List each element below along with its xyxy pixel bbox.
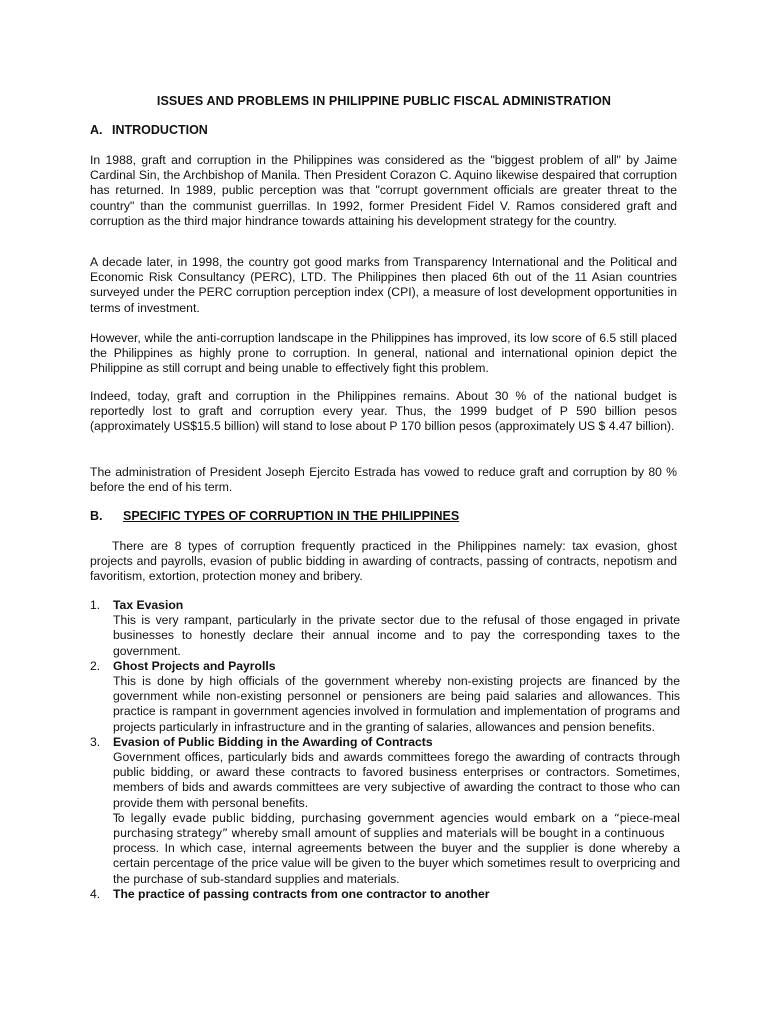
section-b-heading (90, 509, 459, 523)
document-title: ISSUES AND PROBLEMS IN PHILIPPINE PUBLIC FISCAL ADMINISTRATION (156, 94, 612, 108)
section-b-title: SPECIFIC TYPES OF CORRUPTION IN THE PHILIPPINES (123, 509, 460, 523)
section-a-label: A. (90, 123, 103, 137)
section-b-intro: There are 8 types of corruption frequently practiced in the Philippines namely: tax evasion, ghost projects and payrolls, evasion of public bidding in awarding of contracts, passing of contracts, nepotism and favoritism, extortion, protection money and bribery. (90, 539, 677, 584)
list-item-body-rest: process. In which case, internal agreements between the buyer and the supplier is done whereby a certain percentage of the price value will be given to the buyer which sometimes result to overpricing and the purchase of sub-standard supplies and materials. (113, 841, 680, 886)
list-item-body: This is very rampant, particularly in the private sector due to the refusal of those engaged in private businesses to honestly declare their annual income and to pay the corresponding taxes to the government. (113, 613, 680, 658)
intro-paragraph-5: The administration of President Joseph Ejercito Estrada has vowed to reduce graft and corruption by 80 % before the end of his term. (90, 465, 677, 495)
list-item (90, 598, 680, 659)
list-item (90, 735, 680, 887)
list-item-number: 3. (90, 734, 101, 749)
list-item-title: Evasion of Public Bidding in the Awarding of Contracts (113, 734, 433, 749)
corruption-types-list (90, 598, 680, 902)
section-a-heading (90, 123, 208, 137)
intro-paragraph-1: In 1988, graft and corruption in the Philippines was considered as the "biggest problem of all" by Jaime Cardinal Sin, the Archbishop of Manila. Then President Corazon C. Aquino likewise despaired that corruption has returned. In 1989, public perception was that "corrupt government officials are greater threat to the country" than the communist guerrillas. In 1992, former President Fidel V. Ramos considered graft and corruption as the third major hindrance towards attaining his development strategy for the country. (90, 153, 677, 228)
list-item-title: Tax Evasion (113, 598, 184, 612)
section-a-title: INTRODUCTION (112, 123, 208, 137)
list-item-body: Government offices, particularly bids and awards committees forego the awarding of contracts through public bidding, or award these contracts to favored business enterprises or contractors. Sometimes, members of bids and awards committees are very subjective of awarding the contract to those who can provide them with personal benefits. (113, 750, 680, 810)
list-item-title: The practice of passing contracts from one contractor to another (113, 886, 490, 901)
list-item-body: This is done by high officials of the government whereby non-existing projects are financed by the government while non-existing personnel or pensioners are being paid salaries and allowances. This practice is rampant in government agencies involved in formulation and implementation of programs and projects particularly in infrastructure and in the granting of salaries, allowances and pension benefits. (113, 674, 680, 734)
intro-paragraph-3: However, while the anti-corruption landscape in the Philippines has improved, its low score of 6.5 still placed the Philippines as highly prone to corruption. In general, national and international opinion depict the Philippine as still corrupt and being unable to effectively fight this problem. (90, 331, 677, 376)
list-item-body-alt: To legally evade public bidding, purchasing government agencies would embark on a “piece-meal purchasing strategy” whereby small amount of supplies and materials will be bought in a continuous (113, 811, 680, 841)
list-item (90, 659, 680, 735)
list-item (90, 887, 680, 902)
list-item-number: 2. (90, 658, 101, 673)
list-item-title: Ghost Projects and Payrolls (113, 658, 276, 673)
list-item-number: 1. (90, 598, 101, 612)
intro-paragraph-4: Indeed, today, graft and corruption in the Philippines remains. About 30 % of the national budget is reportedly lost to graft and corruption every year. Thus, the 1999 budget of P 590 billion pesos (approximately US$15.5 billion) will stand to lose about P 170 billion pesos (approximately US $ 4.47 billion). (90, 389, 677, 434)
intro-paragraph-2: A decade later, in 1998, the country got good marks from Transparency International and the Political and Economic Risk Consultancy (PERC), LTD. The Philippines then placed 6th out of the 11 Asian countries surveyed under the PERC corruption perception index (CPI), a measure of lost development opportunities in terms of investment. (90, 255, 677, 315)
section-b-label: B. (90, 509, 103, 523)
list-item-number: 4. (90, 886, 101, 901)
